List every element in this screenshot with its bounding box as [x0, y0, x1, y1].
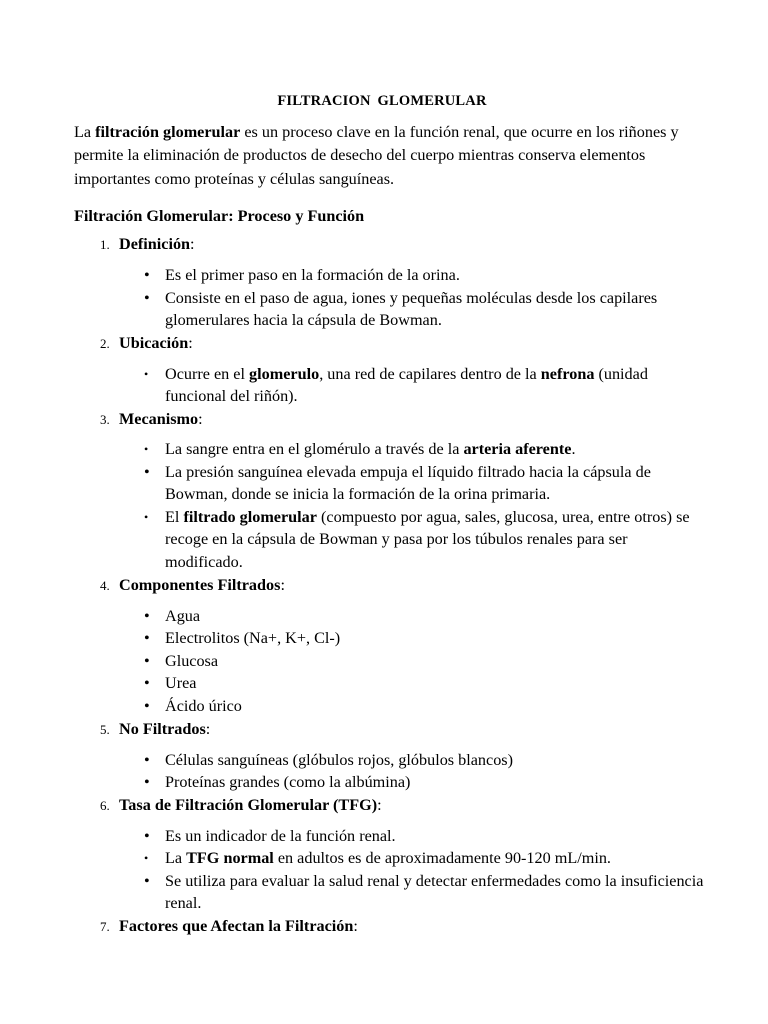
list-item [74, 672, 704, 695]
intro-paragraph [74, 121, 704, 191]
intro-prefix: La [74, 123, 96, 141]
bullet-icon: • [144, 509, 149, 524]
list-section-definicion [74, 233, 704, 332]
bullet-icon: • [144, 674, 150, 693]
section-label: Definición [119, 235, 191, 253]
bullet-icon: • [144, 851, 149, 866]
section-label: No Filtrados [119, 719, 206, 738]
section-number: 4. [100, 577, 110, 593]
bullet-text: Células sanguíneas (glóbulos rojos, glóbulos blancos) [165, 750, 513, 769]
bullet-list [74, 825, 704, 915]
bullet-icon: • [144, 366, 149, 381]
list-section-mecanismo [74, 408, 704, 574]
bullet-text: Ocurre en el [165, 364, 250, 383]
section-header [74, 718, 704, 741]
list-item [74, 749, 704, 772]
section-heading: Filtración Glomerular: Proceso y Función [74, 207, 365, 225]
list-item [74, 461, 704, 506]
section-number: 2. [100, 335, 110, 351]
bullet-icon: • [144, 606, 150, 625]
section-colon: : [190, 235, 195, 253]
section-label: Mecanismo [119, 409, 199, 428]
bullet-text: Agua [165, 606, 201, 625]
section-header [74, 233, 704, 256]
bullet-list [74, 438, 704, 574]
bullet-text: Se utiliza para evaluar la salud renal y detectar enfermedades como la insuficiencia renal. [165, 871, 704, 913]
list-item [74, 506, 704, 574]
section-header [74, 915, 704, 938]
section-label: Componentes Filtrados [119, 575, 281, 594]
bullet-text: La sangre entra en el glomérulo a través de la [165, 439, 464, 458]
bullet-list [74, 363, 704, 408]
section-number: 1. [100, 237, 110, 252]
document-title: FILTRACION GLOMERULAR [277, 93, 487, 109]
bullet-icon: • [144, 696, 150, 715]
section-header [74, 574, 704, 597]
bullet-bold: filtrado glomerular [183, 507, 317, 526]
section-label: Factores que Afectan la Filtración [119, 917, 354, 936]
bullet-text: Ácido úrico [165, 696, 242, 715]
bullet-text: (compuesto por agua, sales, glucosa, urea, entre otros) se recoge en la cápsula de Bowman y pasa por los túbulos renales para ser modificado. [165, 507, 690, 571]
list-item [74, 264, 704, 287]
bullet-icon: • [144, 462, 150, 481]
intro-bold-term: filtración glomerular [95, 123, 241, 141]
numbered-list [74, 233, 704, 938]
section-colon: : [205, 719, 211, 738]
section-header [74, 794, 704, 817]
section-number: 7. [100, 919, 110, 935]
bullet-text: Glucosa [165, 651, 219, 670]
bullet-bold: glomerulo [249, 364, 320, 383]
bullet-text: en adultos es de aproximadamente 90-120 mL/min. [273, 849, 611, 868]
bullet-text: Es el primer paso en la formación de la orina. [165, 266, 460, 284]
bullet-bold: nefrona [540, 364, 595, 383]
section-colon: : [280, 575, 285, 594]
bullet-icon: • [144, 629, 150, 648]
list-item [74, 825, 704, 848]
section-header [74, 332, 704, 355]
list-section-tfg [74, 794, 704, 915]
list-item [74, 870, 704, 915]
section-colon: : [377, 795, 382, 814]
bullet-bold: TFG normal [186, 849, 274, 868]
list-section-componentes-filtrados [74, 574, 704, 718]
section-label: Tasa de Filtración Glomerular (TFG) [119, 795, 378, 814]
bullet-text: . [571, 439, 576, 458]
bullet-icon: • [144, 288, 150, 307]
bullet-list [74, 264, 704, 332]
section-header [74, 408, 704, 431]
bullet-icon: • [144, 441, 149, 456]
bullet-icon: • [144, 266, 150, 284]
list-item [74, 438, 704, 461]
section-label: Ubicación [119, 333, 189, 352]
section-number: 3. [100, 411, 110, 427]
section-number: 5. [100, 721, 110, 737]
bullet-text: , una red de capilares dentro de la [319, 364, 541, 383]
bullet-icon: • [144, 871, 150, 890]
list-item [74, 847, 704, 870]
bullet-list [74, 605, 704, 718]
bullet-text: Proteínas grandes (como la albúmina) [165, 773, 411, 792]
list-item [74, 605, 704, 628]
bullet-text: Consiste en el paso de agua, iones y pequeñas moléculas desde los capilares glomerulares hacia la cápsula de Bowman. [165, 288, 658, 330]
bullet-text: (unidad funcional del riñón). [165, 364, 648, 406]
bullet-list [74, 749, 704, 794]
list-section-factores [74, 915, 704, 938]
list-item [74, 363, 704, 408]
section-colon: : [188, 333, 193, 352]
bullet-icon: • [144, 750, 150, 769]
bullet-icon: • [144, 773, 150, 792]
intro-suffix: es un proceso clave en la función renal, que ocurre en los riñones y permite la eliminación de productos de desecho del cuerpo mientras conserva elementos importantes como proteínas y células sanguíneas. [74, 123, 679, 188]
bullet-text: Electrolitos (Na+, K+, Cl-) [165, 629, 341, 648]
bullet-text: La [165, 849, 187, 868]
bullet-text: La presión sanguínea elevada empuja el líquido filtrado hacia la cápsula de Bowman, donde se inicia la formación de la orina primaria. [165, 462, 651, 504]
section-colon: : [353, 917, 358, 936]
bullet-text: El [165, 507, 184, 526]
list-item [74, 650, 704, 673]
bullet-bold: arteria aferente [463, 439, 572, 458]
list-section-no-filtrados [74, 718, 704, 794]
bullet-text: Urea [165, 674, 197, 693]
section-number: 6. [100, 797, 110, 813]
section-colon: : [198, 409, 203, 428]
bullet-text: Es un indicador de la función renal. [165, 826, 396, 845]
list-item [74, 771, 704, 794]
list-item [74, 695, 704, 718]
list-item [74, 287, 704, 332]
list-item [74, 627, 704, 650]
bullet-icon: • [144, 826, 150, 845]
list-section-ubicacion [74, 332, 704, 408]
bullet-icon: • [144, 651, 150, 670]
